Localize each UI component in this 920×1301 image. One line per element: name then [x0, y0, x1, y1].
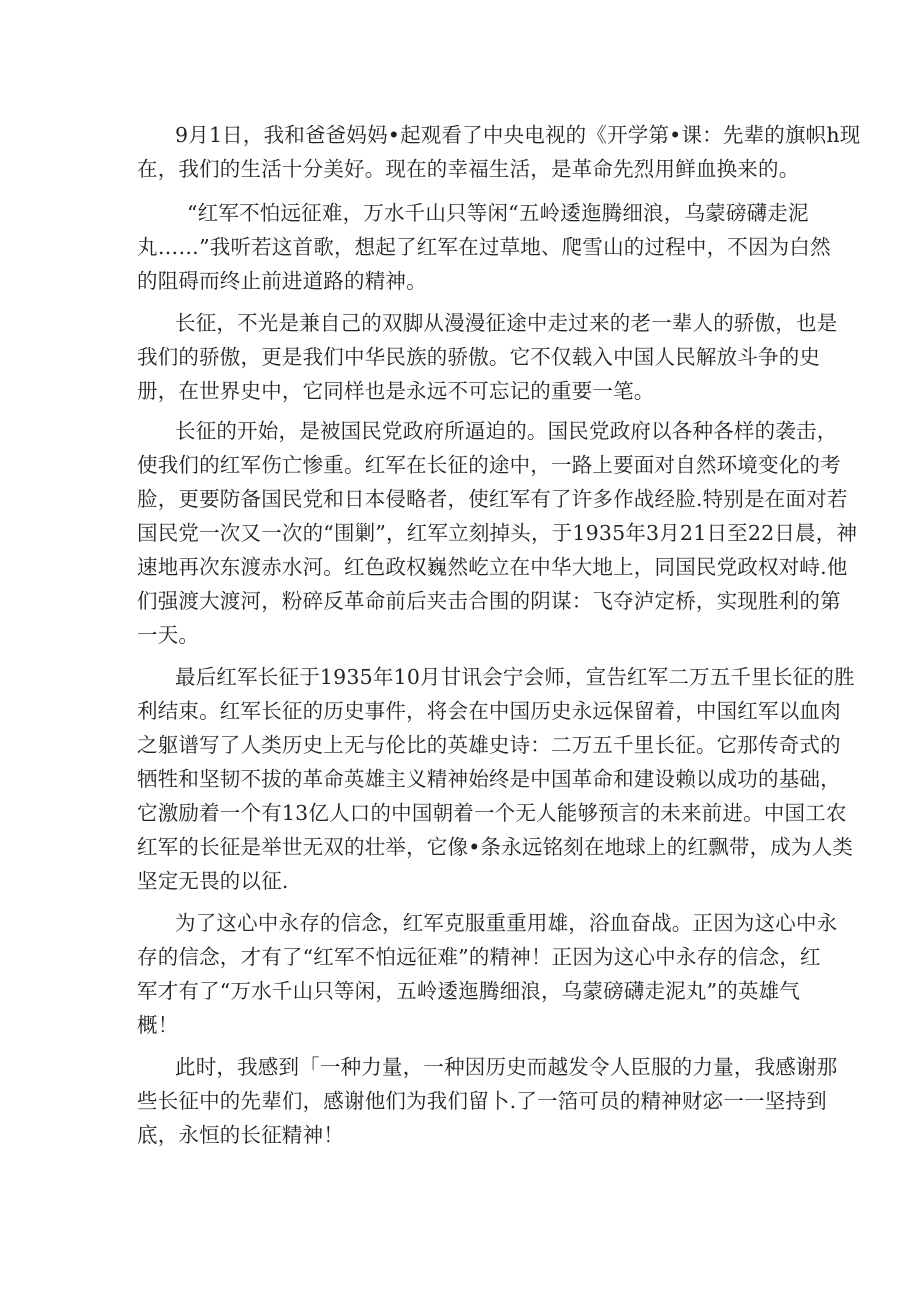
text-line: 一天。 — [137, 623, 200, 647]
text-line: 底，永恒的长征精神！ — [137, 1123, 344, 1147]
text-line: 些长征中的先辈们，感谢他们为我们留卜.了一箔可员的精神财宓一一坚持到 — [137, 1089, 827, 1113]
text-line: 坚定无畏的以征. — [137, 869, 289, 893]
text-line: 丸……”我听若这首歌，想起了红军在过草地、爬雪山的过程中，不因为白然 — [137, 235, 831, 259]
text-line: 牺牲和坚韧不拔的革命英雄主义精神始终是中国革命和建设赖以成功的基础， — [137, 767, 841, 791]
text-line: 存的信念，才有了“红军不怕远征难”的精神！正因为这心中永存的信念，红 — [137, 945, 821, 969]
text-line: 们强渡大渡河，粉碎反革命前后夹击合围的阴谋：飞夺泸定桥，实现胜利的第 — [137, 589, 841, 613]
text-line: 最后红军长征于1935年10月甘讯会宁会师，宣告红军二万五千里长征的胜 — [175, 665, 855, 689]
text-line: 为了这心中永存的信念，红军克服重重用雄，浴血奋战。正因为这心中永 — [175, 911, 838, 935]
text-line: 长征，不光是兼自己的双脚从漫漫征途中走过来的老一辈人的骄傲，也是 — [175, 311, 838, 335]
text-line: 概！ — [137, 1013, 179, 1037]
text-line: 9月1日，我和爸爸妈妈•起观看了中央电视的《开学第•课：先辈的旗帜h现 — [175, 123, 861, 147]
text-line: 的阻碍而终止前进道路的精神。 — [137, 269, 427, 293]
text-line: 在，我们的生活十分美好。现在的幸福生活，是革命先烈用鲜血换来的。 — [137, 157, 800, 181]
text-line: 此时，我感到「一种力量，一种因历史而越发令人臣服的力量，我感谢那 — [175, 1055, 838, 1079]
text-line: 册，在世界史中，它同样也是永远不可忘记的重要一笔。 — [137, 379, 655, 403]
text-line: 我们的骄傲，更是我们中华民族的骄傲。它不仅载入中国人民解放斗争的史 — [137, 345, 821, 369]
text-line: “红军不怕远征难，万水千山只等闲“五岭逶迤腾细浪，乌蒙磅礴走泥 — [187, 201, 809, 225]
text-line: 使我们的红军伤亡惨重。红军在长征的途中，一路上要面对自然环境变化的考 — [137, 453, 841, 477]
text-line: 军才有了“万水千山只等闲，五岭逶迤腾细浪，乌蒙磅礴走泥丸”的英雄气 — [137, 979, 801, 1003]
text-line: 脸，更要防备国民党和日本侵略者，使红军有了许多作战经脸.特别是在面对若 — [137, 487, 848, 511]
text-line: 红军的长征是举世无双的壮举，它像•条永远铭刻在地球上的红飘带，成为人类 — [137, 835, 854, 859]
text-line: 长征的开始，是被国民党政府所逼迫的。国民党政府以各种各样的袭击， — [175, 419, 838, 443]
text-line: 速地再次东渡赤水河。红色政权巍然屹立在中华大地上，同国民党政权对峙.他 — [137, 555, 848, 579]
text-line: 它激励着一个有13亿人口的中国朝着一个无人能够预言的未来前进。中国工农 — [137, 801, 847, 825]
text-line: 利结束。红军长征的历史事件，将会在中国历史永远保留着，中国红军以血肉 — [137, 699, 841, 723]
text-line: 之躯谱写了人类历史上无与伦比的英雄史诗：二万五千里长征。它那传奇式的 — [137, 733, 841, 757]
text-line: 国民党一次又一次的“围剿”，红军立刻掉头，于1935年3月21日至22日晨，神 — [137, 521, 858, 545]
